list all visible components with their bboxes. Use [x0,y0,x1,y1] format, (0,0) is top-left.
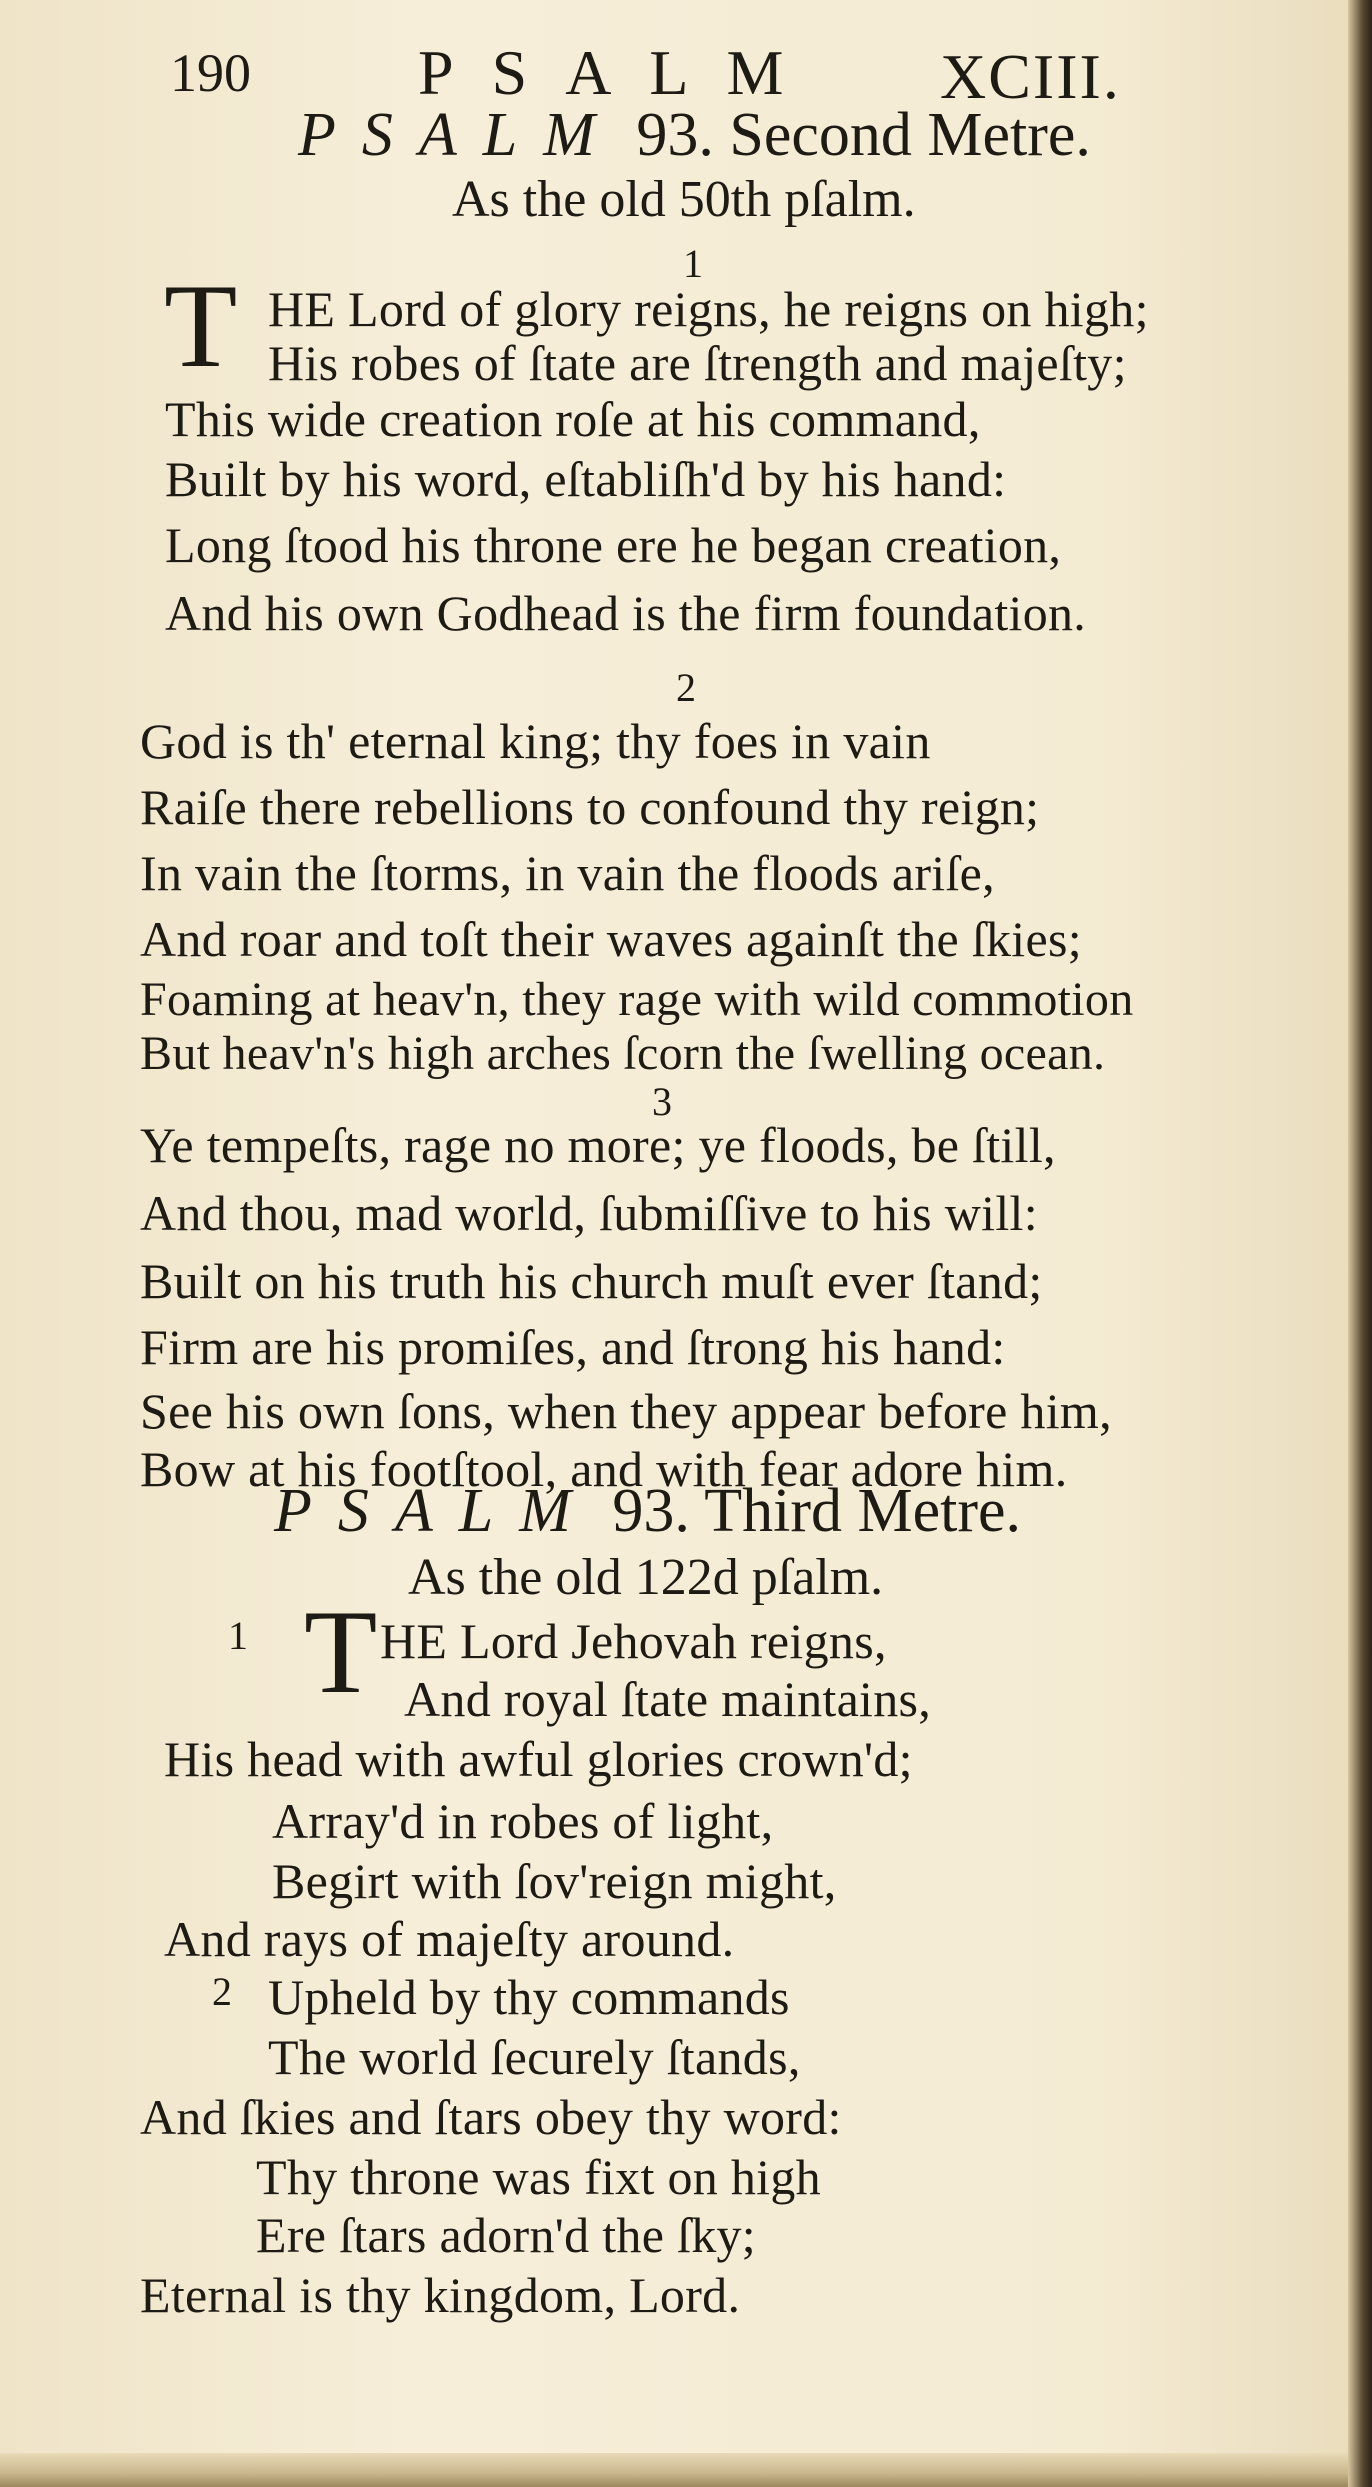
psalm-title-word: PSALM [298,101,621,169]
psalm-title-third-metre [274,1476,1021,1547]
stanza-number: 1 [228,1613,248,1658]
psalm-title-rest: 93. Third Metre. [612,1477,1022,1545]
psalm-title-word: PSALM [274,1477,597,1545]
verse-line: Bow at his footſtool, and with fear adore him. [140,1441,1068,1497]
verse-line: Thy throne was fixt on high [256,2149,821,2205]
verse-line: In vain the ſtorms, in vain the floods ariſe, [140,845,995,901]
tune-line: As the old 122d pſalm. [408,1549,884,1606]
verse-line: Begirt with ſov'reign might, [272,1853,837,1909]
verse-line: His head with awful glories crown'd; [164,1731,913,1787]
verse-line: And thou, mad world, ſubmiſſive to his will: [140,1185,1038,1241]
verse-line: Built by his word, eſtabliſh'd by his hand: [165,451,1007,507]
verse-line: His robes of ſtate are ſtrength and majeſty; [268,335,1127,391]
drop-cap: T [304,1585,378,1718]
verse-line: HE Lord of glory reigns, he reigns on high; [268,281,1149,337]
verse-line: The world ſecurely ſtands, [268,2029,801,2085]
verse-line: HE Lord Jehovah reigns, [380,1613,887,1669]
page-number: 190 [170,43,251,103]
stanza-number: 2 [676,665,696,710]
verse-line: God is th' eternal king; thy foes in vain [140,713,931,769]
verse-line: Ere ſtars adorn'd the ſky; [256,2207,756,2263]
verse-line: And royal ſtate maintains, [404,1671,932,1727]
verse-line: See his own ſons, when they appear before him, [140,1383,1112,1439]
tune-line: As the old 50th pſalm. [452,171,916,228]
verse-line: And rays of majeſty around. [164,1911,735,1967]
page-bottom-edge [0,2453,1372,2487]
verse-line: Ye tempeſts, rage no more; ye floods, be ſtill, [140,1117,1056,1173]
verse-line: Built on his truth his church muſt ever ſtand; [140,1253,1043,1309]
verse-line: Raiſe there rebellions to confound thy reign; [140,779,1040,835]
psalm-title-second-metre [298,100,1091,171]
verse-line: And his own Godhead is the firm foundation. [165,585,1087,641]
verse-line: This wide creation roſe at his command, [165,391,981,447]
stanza-number: 2 [212,1969,232,2014]
verse-line: Foaming at heav'n, they rage with wild commotion [140,973,1134,1026]
drop-cap: T [164,259,238,392]
stanza-number: 3 [652,1079,672,1124]
verse-line: Array'd in robes of light, [272,1793,774,1849]
verse-line: Eternal is thy kingdom, Lord. [140,2267,741,2323]
verse-line: And roar and toſt their waves againſt the ſkies; [140,911,1082,967]
verse-line: Firm are his promiſes, and ſtrong his hand: [140,1319,1006,1375]
running-psalm-number: XCIII. [940,41,1121,112]
verse-line: Long ſtood his throne ere he began creation, [165,517,1062,573]
psalm-title-rest: 93. Second Metre. [636,101,1091,169]
stanza-number: 1 [683,241,703,286]
verse-line: But heav'n's high arches ſcorn the ſwelling ocean. [140,1027,1106,1080]
running-title: PSALM [418,37,822,108]
verse-line: Upheld by thy commands [268,1969,790,2025]
verse-line: And ſkies and ſtars obey thy word: [140,2089,842,2145]
